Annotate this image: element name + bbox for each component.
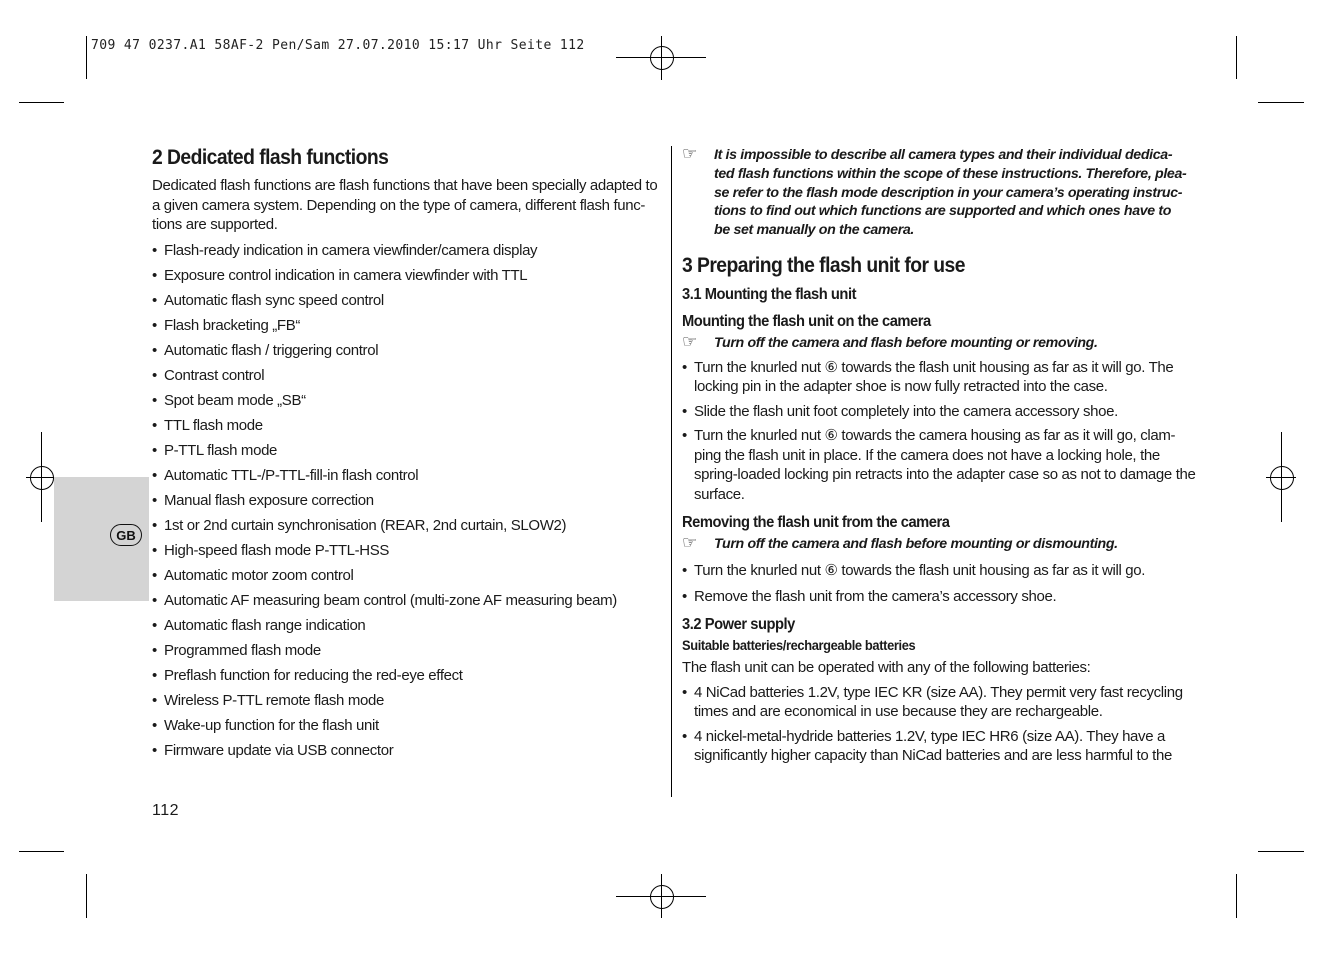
- list-item: • Programmed flash mode: [152, 641, 667, 666]
- list-item: • TTL flash mode: [152, 416, 667, 441]
- section-heading-preparing: 3 Preparing the flash unit for use: [682, 253, 965, 277]
- mount-note: ☞ Turn off the camera and flash before mounting or removing.: [682, 331, 1098, 351]
- list-item: • Contrast control: [152, 366, 667, 391]
- feature-list: [152, 241, 667, 766]
- crop-mark: [86, 36, 87, 79]
- list-item: • High-speed flash mode P-TTL-HSS: [152, 541, 667, 566]
- column-divider: [671, 146, 672, 797]
- list-item: • Automatic AF measuring beam control (multi-zone AF measuring beam): [152, 591, 667, 616]
- list-item: • Manual flash exposure correction: [152, 491, 667, 516]
- mount-title: Mounting the flash unit on the camera: [682, 312, 931, 330]
- registration-mark-top: [616, 36, 706, 80]
- pointing-hand-icon: ☞: [682, 144, 697, 163]
- list-item: • 1st or 2nd curtain synchronisation (REAR, 2nd curtain, SLOW2): [152, 516, 667, 541]
- list-item: • Automatic flash range indication: [152, 616, 667, 641]
- list-item: • Wake-up function for the flash unit: [152, 716, 667, 741]
- subsection-title-mounting: 3.1 Mounting the flash unit: [682, 285, 857, 303]
- note-line: ted flash functions within the scope of these instructions. Therefore, plea-: [714, 165, 1187, 182]
- list-item: • Turn the knurled nut ⑥ towards the camera housing as far as it will go, clam-ping the flash unit in place. If the camera does not have a locking hole, the spring-loaded locking pin retracts into the adapter case so as not to damage the surface.: [682, 426, 1197, 504]
- note-line: se refer to the flash mode description in your camera’s operating instruc-: [714, 184, 1183, 201]
- list-item: • Automatic TTL-/P-TTL-fill-in flash control: [152, 466, 667, 491]
- crop-mark: [19, 102, 64, 103]
- list-item: • Spot beam mode „SB“: [152, 391, 667, 416]
- mount-steps: [682, 358, 1197, 505]
- list-item: • Flash-ready indication in camera viewfinder/camera display: [152, 241, 667, 266]
- list-item: • P-TTL flash mode: [152, 441, 667, 466]
- right-column: [682, 142, 1197, 766]
- page-number: 112: [152, 802, 180, 819]
- list-item: • Exposure control indication in camera viewfinder with TTL: [152, 266, 667, 291]
- intro-paragraph: [152, 176, 667, 235]
- note-line: It is impossible to describe all camera types and their individual dedica-: [714, 147, 1173, 163]
- crop-mark: [1258, 102, 1304, 103]
- list-item: • Turn the knurled nut ⑥ towards the flash unit housing as far as it will go. The locking pin in the adapter shoe is now fully retracted into the case.: [682, 358, 1197, 397]
- list-item: • 4 NiCad batteries 1.2V, type IEC KR (size AA). They permit very fast recycling times and are economical in use because they are rechargeable.: [682, 683, 1197, 722]
- battery-list: [682, 683, 1197, 766]
- note-line: be set manually on the camera.: [714, 222, 915, 239]
- crop-mark: [1236, 36, 1237, 79]
- list-item: • Remove the flash unit from the camera’s accessory shoe.: [682, 587, 1197, 607]
- list-item: • Flash bracketing „FB“: [152, 316, 667, 341]
- pointing-hand-icon: ☞: [682, 331, 697, 351]
- note-camera-types: [682, 146, 1197, 240]
- list-item: • Preflash function for reducing the red-eye effect: [152, 666, 667, 691]
- intro-line: Dedicated flash functions are flash functions that have been specially adapted to: [152, 177, 658, 194]
- intro-line: tions are supported.: [152, 216, 278, 233]
- registration-mark-bottom: [616, 874, 706, 918]
- remove-title: Removing the flash unit from the camera: [682, 514, 950, 532]
- list-item: • Automatic motor zoom control: [152, 566, 667, 591]
- batteries-title: Suitable batteries/rechargeable batteries: [682, 637, 916, 654]
- note-line: tions to find out which functions are supported and which ones have to: [714, 203, 1172, 220]
- language-badge: GB: [110, 524, 142, 546]
- list-item: • 4 nickel-metal-hydride batteries 1.2V, type IEC HR6 (size AA). They have a significantly higher capacity than NiCad batteries and are less harmful to the: [682, 727, 1197, 766]
- crop-mark: [19, 851, 64, 852]
- list-item: • Automatic flash / triggering control: [152, 341, 667, 366]
- subsection-title-power: 3.2 Power supply: [682, 616, 795, 634]
- remove-steps: [682, 561, 1197, 606]
- intro-line: a given camera system. Depending on the type of camera, different flash func-: [152, 196, 646, 214]
- list-item: • Firmware update via USB connector: [152, 741, 667, 766]
- crop-mark: [1236, 874, 1237, 918]
- batteries-intro: The flash unit can be operated with any of the following batteries:: [682, 659, 1091, 677]
- section-heading-dedicated-flash: 2 Dedicated flash functions: [152, 146, 389, 169]
- list-item: • Automatic flash sync speed control: [152, 291, 667, 316]
- list-item: • Wireless P-TTL remote flash mode: [152, 691, 667, 716]
- print-header: 709 47 0237.A1 58AF-2 Pen/Sam 27.07.2010 15:17 Uhr Seite 112: [91, 38, 585, 53]
- list-item: • Slide the flash unit foot completely into the camera accessory shoe.: [682, 402, 1197, 422]
- registration-mark-left: [26, 432, 56, 522]
- registration-mark-right: [1266, 432, 1296, 522]
- crop-mark: [1258, 851, 1304, 852]
- list-item: • Turn the knurled nut ⑥ towards the flash unit housing as far as it will go.: [682, 561, 1197, 581]
- crop-mark: [86, 874, 87, 918]
- pointing-hand-icon: ☞: [682, 533, 697, 553]
- left-column: [152, 142, 667, 766]
- remove-note: ☞ Turn off the camera and flash before mounting or dismounting.: [682, 533, 1118, 553]
